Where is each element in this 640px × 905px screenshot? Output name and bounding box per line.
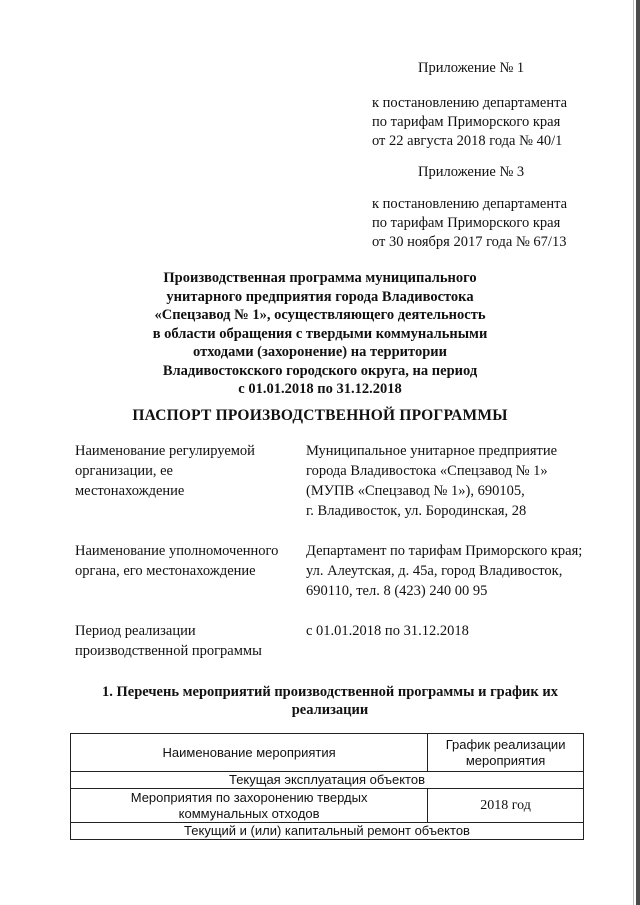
passport-value-line: г. Владивосток, ул. Бородинская, 28 [306, 503, 527, 519]
passport-label-line: Наименование уполномоченного [75, 543, 279, 559]
appendix-1-reference [372, 94, 602, 151]
passport-label-authority [75, 541, 300, 581]
scan-edge-shadow [636, 0, 640, 905]
passport-value-line: 690110, тел. 8 (423) 240 00 95 [306, 583, 488, 599]
program-title-line: в области обращения с твердыми коммунальными [152, 325, 488, 342]
scan-edge-line [633, 0, 634, 905]
appendix-3-line: к постановлению департамента [372, 196, 568, 212]
appendix-3-title: Приложение № 3 [418, 164, 525, 180]
header-schedule-line: График реализации [445, 736, 566, 752]
program-title-line: унитарного предприятия города Владивостока [166, 288, 474, 305]
table-row [71, 789, 584, 823]
passport-value-authority [306, 541, 606, 601]
events-table [70, 733, 584, 840]
group-repair: Текущий и (или) капитальный ремонт объектов [71, 823, 584, 840]
table-group-row [71, 823, 584, 840]
program-title-line: «Спецзавод № 1», осуществляющего деятельность [154, 307, 486, 323]
passport-value-line: (МУПВ «Спецзавод № 1»), 690105, [306, 483, 525, 499]
program-title-line: с 01.01.2018 по 31.12.2018 [238, 381, 402, 397]
section-heading-line: 1. Перечень мероприятий производственной программы и график их [102, 684, 558, 700]
passport-value-line: Департамент по тарифам Приморского края; [306, 543, 583, 559]
passport-label-line: органа, его местонахождение [75, 563, 256, 579]
passport-label-line: производственной программы [75, 643, 262, 659]
passport-value-line: Муниципальное унитарное предприятие [306, 443, 558, 459]
table-header-row [71, 734, 584, 772]
header-event-name: Наименование мероприятия [71, 734, 428, 772]
section-1-heading [90, 683, 570, 719]
passport-value-organization [306, 441, 606, 521]
table-group-row [71, 772, 584, 789]
passport-label-line: местонахождение [75, 483, 185, 499]
passport-label-line: организации, ее [75, 463, 173, 479]
passport-value-line: ул. Алеутская, д. 45а, город Владивосток, [306, 563, 563, 579]
group-current-operation: Текущая эксплуатация объектов [71, 772, 584, 789]
passport-label-period [75, 621, 300, 661]
passport-label-line: Период реализации [75, 623, 196, 639]
passport-label-organization [75, 441, 300, 501]
appendix-1-line: от 22 августа 2018 года № 40/1 [372, 133, 563, 149]
appendix-3-line: по тарифам Приморского края [372, 215, 561, 231]
appendix-3-line: от 30 ноября 2017 года № 67/13 [372, 234, 567, 250]
appendix-1-line: к постановлению департамента [372, 95, 568, 111]
passport-value-period [306, 621, 606, 641]
appendix-3-reference [372, 195, 602, 252]
event-name-line: коммунальных отходов [178, 805, 320, 821]
header-schedule [428, 734, 584, 772]
program-title-line: Владивостокского городского округа, на период [162, 362, 478, 379]
event-schedule-cell: 2018 год [428, 789, 584, 823]
section-heading-line: реализации [291, 702, 369, 718]
program-title [120, 269, 520, 399]
header-schedule-line: мероприятия [465, 752, 546, 768]
program-title-line: Производственная программа муниципального [163, 270, 477, 286]
passport-value-line: города Владивостока «Спецзавод № 1» [306, 463, 548, 479]
passport-value-line: с 01.01.2018 по 31.12.2018 [306, 623, 469, 639]
appendix-1-title: Приложение № 1 [418, 60, 525, 76]
event-name-line: Мероприятия по захоронению твердых [130, 789, 368, 805]
appendix-1-line: по тарифам Приморского края [372, 114, 561, 130]
passport-heading: ПАСПОРТ ПРОИЗВОДСТВЕННОЙ ПРОГРАММЫ [132, 407, 508, 424]
passport-label-line: Наименование регулируемой [75, 443, 255, 459]
program-title-line: отходами (захоронение) на территории [193, 344, 447, 360]
event-name-cell [71, 789, 428, 823]
